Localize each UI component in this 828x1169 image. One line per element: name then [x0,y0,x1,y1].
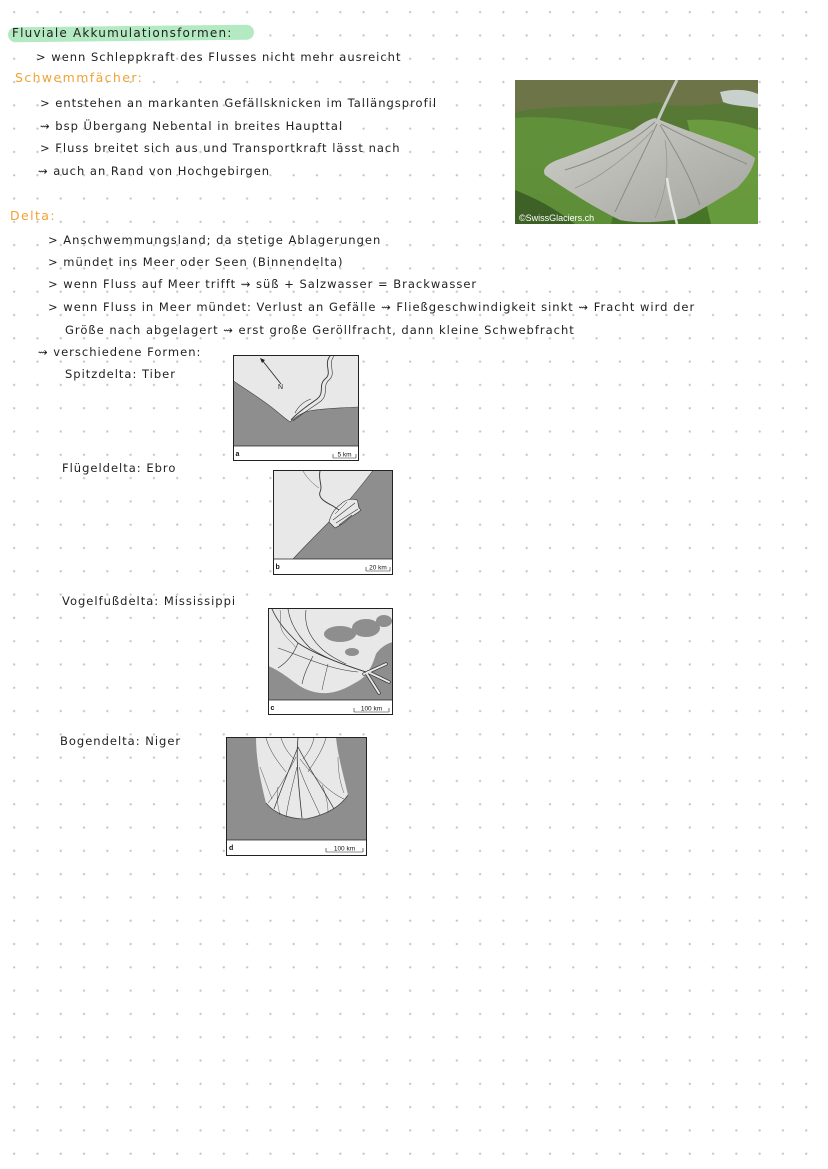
map-d-niger [226,737,367,856]
map-b-scale-label: 20 km [369,564,387,572]
delta-form-label-fluegeldelta: Flügeldelta: Ebro [62,461,177,475]
map-a-north-label: N [278,384,284,391]
map-c-letter: c [270,705,275,712]
map-c-scale-label: 100 km [360,705,383,713]
delta-line: > Anschwemmungsland; da stetige Ablagerungen [48,233,382,247]
map-b-ebro [273,470,393,575]
map-c-lake [345,648,359,656]
delta-forms-intro: ⇝ verschiedene Formen: [38,345,202,359]
delta-form-label-vogelfussdelta: Vogelfußdelta: Mississippi [62,594,237,608]
delta-form-label-spitzdelta: Spitzdelta: Tiber [65,367,176,381]
map-c-mississippi [268,608,393,715]
delta-line: > mündet ins Meer oder Seen (Binnendelta) [48,255,344,269]
intro-line: > wenn Schleppkraft des Flusses nicht mehr ausreicht [36,50,402,64]
delta-heading: Delta: [10,208,56,223]
map-c-lake [324,626,356,642]
map-c-lake [376,615,392,627]
map-c-lake [352,619,380,637]
delta-line: > wenn Fluss auf Meer trifft ⇝ süß + Salzwasser = Brackwasser [48,277,478,291]
schwemmfaecher-line: > entstehen an markanten Gefällsknicken im Tallängsprofil [40,96,438,110]
map-b-letter: b [275,564,280,571]
map-a-letter: a [235,451,240,458]
map-d-scale-label: 100 km [333,845,356,853]
page-title: Fluviale Akkumulationsformen: [12,26,233,40]
alluvial-fan-photo [515,80,758,224]
photo-credit: ©SwissGlaciers.ch [519,213,595,223]
schwemmfaecher-heading: Schwemmfächer: [15,70,144,85]
schwemmfaecher-line: ⇝ bsp Übergang Nebental in breites Haupttal [40,119,344,133]
delta-line: Größe nach abgelagert ⇝ erst große Geröllfracht, dann kleine Schwebfracht [65,323,575,337]
delta-form-label-bogendelta: Bogendelta: Niger [60,734,182,748]
map-a-tiber [233,355,359,461]
delta-line: > wenn Fluss in Meer mündet: Verlust an Gefälle ⇝ Fließgeschwindigkeit sinkt ⇝ Fracht wird der [48,300,696,314]
map-a-scale-label: 5 km [337,451,352,459]
schwemmfaecher-line: ⇝ auch an Rand von Hochgebirgen [38,164,271,178]
schwemmfaecher-line: > Fluss breitet sich aus und Transportkraft lässt nach [40,141,401,155]
map-d-letter: d [229,845,234,852]
